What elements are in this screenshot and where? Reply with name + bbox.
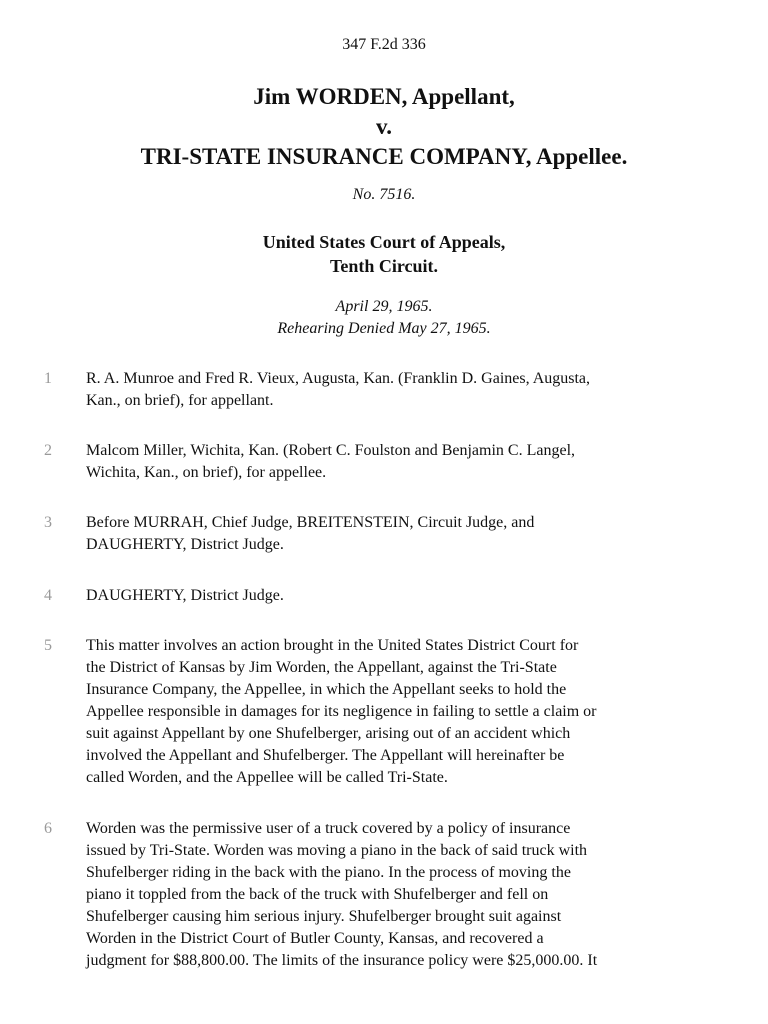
docket-number: No. 7516. <box>352 186 416 203</box>
court-name-line-2: Tenth Circuit. <box>329 256 439 276</box>
text-line: Before MURRAH, Chief Judge, BREITENSTEIN, Circuit Judge, and <box>86 514 535 531</box>
text-line: Worden was the permissive user of a truck covered by a policy of insurance <box>86 820 571 837</box>
paragraph-text <box>86 635 730 789</box>
text-line: DAUGHERTY, District Judge. <box>86 536 284 553</box>
paragraph-number: 2 <box>44 442 52 459</box>
text-line: the District of Kansas by Jim Worden, the Appellant, against the Tri-State <box>86 659 557 676</box>
text-line: judgment for $88,800.00. The limits of the insurance policy were $25,000.00. It <box>86 952 598 969</box>
decision-dates <box>0 296 768 340</box>
versus-line: v. <box>376 114 392 139</box>
text-line: Kan., on brief), for appellant. <box>86 392 274 409</box>
paragraph-text <box>86 585 730 607</box>
paragraph-number: 6 <box>44 820 52 837</box>
court-name-line-1: United States Court of Appeals, <box>262 232 506 252</box>
case-parties <box>0 82 768 172</box>
appellee-line: TRI-STATE INSURANCE COMPANY, Appellee. <box>140 144 628 169</box>
text-line: DAUGHERTY, District Judge. <box>86 587 284 604</box>
decision-date: April 29, 1965. <box>335 298 433 315</box>
paragraph-number: 3 <box>44 514 52 531</box>
paragraph-number: 5 <box>44 637 52 654</box>
text-line: Shufelberger causing him serious injury. Shufelberger brought suit against <box>86 908 562 925</box>
paragraph-text <box>86 512 730 556</box>
text-line: This matter involves an action brought in the United States District Court for <box>86 637 579 654</box>
text-line: piano it toppled from the back of the truck with Shufelberger and fell on <box>86 886 549 903</box>
text-line: Appellee responsible in damages for its negligence in failing to settle a claim or <box>86 703 597 720</box>
text-line: involved the Appellant and Shufelberger. The Appellant will hereinafter be <box>86 747 565 764</box>
paragraph-number: 1 <box>44 370 52 387</box>
text-line: Wichita, Kan., on brief), for appellee. <box>86 464 327 481</box>
text-line: called Worden, and the Appellee will be called Tri-State. <box>86 769 448 786</box>
text-line: Worden in the District Court of Butler County, Kansas, and recovered a <box>86 930 544 947</box>
paragraph-number: 4 <box>44 587 52 604</box>
paragraph-text <box>86 818 730 972</box>
rehearing-date: Rehearing Denied May 27, 1965. <box>277 320 491 337</box>
text-line: Malcom Miller, Wichita, Kan. (Robert C. Foulston and Benjamin C. Langel, <box>86 442 576 459</box>
text-line: Insurance Company, the Appellee, in which the Appellant seeks to hold the <box>86 681 567 698</box>
paragraph-text <box>86 368 730 412</box>
text-line: issued by Tri-State. Worden was moving a piano in the back of said truck with <box>86 842 588 859</box>
court-name <box>0 230 768 278</box>
text-line: Shufelberger riding in the back with the piano. In the process of moving the <box>86 864 571 881</box>
paragraph-text <box>86 440 730 484</box>
text-line: suit against Appellant by one Shufelberger, arising out of an accident which <box>86 725 571 742</box>
appellant-line: Jim WORDEN, Appellant, <box>253 84 515 109</box>
text-line: R. A. Munroe and Fred R. Vieux, Augusta, Kan. (Franklin D. Gaines, Augusta, <box>86 370 591 387</box>
case-citation: 347 F.2d 336 <box>342 36 426 53</box>
